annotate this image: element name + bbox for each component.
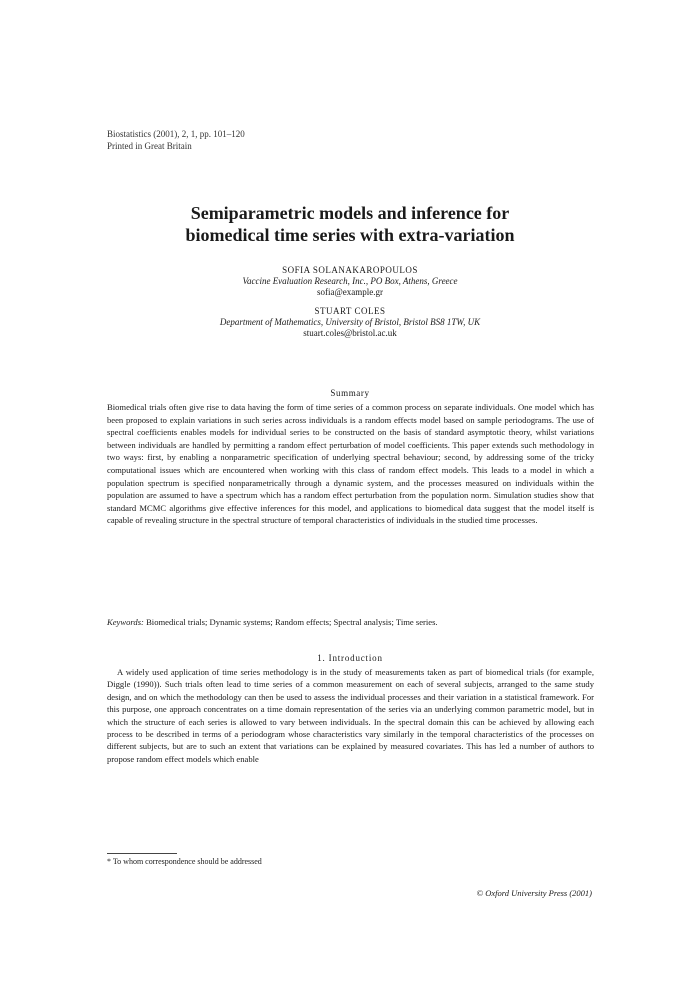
author-affiliation-2: Department of Mathematics, University of Bristol, Bristol BS8 1TW, UK [219,317,481,327]
footnote: * To whom correspondence should be addressed [107,857,262,866]
title-line-1: Semiparametric models and inference for [190,203,510,223]
author-affiliation-1: Vaccine Evaluation Research, Inc., PO Box, Athens, Greece [242,276,458,286]
title-line-2: biomedical time series with extra-variation [185,225,515,245]
journal-line: Biostatistics (2001), 2, 1, pp. 101–120 [107,129,245,139]
paper-title [0,202,700,246]
footnote-rule [107,853,177,854]
section-heading-introduction: 1. Introduction [317,653,383,663]
keywords-label: Keywords: [107,617,144,627]
author-name-1: SOFIA SOLANAKAROPOULOS [282,265,418,275]
keywords-text: Biomedical trials; Dynamic systems; Random effects; Spectral analysis; Time series. [146,617,438,627]
author-name-2: STUART COLES [314,306,386,316]
page-footer: © Oxford University Press (2001) [476,888,592,898]
keywords [107,616,594,628]
introduction-text: A widely used application of time series methodology is in the study of measurements taken as part of biomedical trials (for example, Diggle (1990)). Such trials often lead to time series of a common measurement on each of several subjects, arranged to the same study design, and on which the methodology can then be used to assess the individual processes and their variation in a statistical framework. For this purpose, one approach concentrates on a time domain representation of the series via an underlying common parametric model, but in which the structure of each series is allowed to vary between individuals. In the spectral domain this can be achieved by allowing each process to be described in terms of a periodogram whose characteristics vary similarly in the temporal characteristics of the processes on different subjects, but are to such an extent that variations can be explained by measured covariates. This has led a number of authors to propose random effect models which enable [107,667,594,764]
author-email-1: sofia@example.gr [316,287,383,297]
summary-heading: Summary [330,388,370,398]
author-block [0,265,700,339]
summary-text: Biomedical trials often give rise to data having the form of time series of a common process on separate individuals. One model which has been proposed to explain variations in such series across individuals is a random effects model based on sample periodograms. The use of spectral coefficients enables models for individual series to be constructed on the basis of standard asymptotic theory, whilst variations between individuals are handled by permitting a random effect perturbation of model coefficients. This paper extends such methodology in two ways: first, by enabling a nonparametric specification of underlying spectral behaviour; second, by addressing some of the tricky computational issues which are encountered when working with this class of random effect models. This leads to a model in which a population spectrum is specified nonparametrically through a dynamic system, and the processes measured on individuals within the population are assumed to have a spectrum which has a random effect perturbation from the population norm. Simulation studies show that standard MCMC algorithms give effective inferences for this model, and applications to biomedical data suggest that the model itself is capable of revealing structure in the spectral structure of temporal characteristics of individuals in the studied time processes. [107,402,594,526]
print-line: Printed in Great Britain [107,141,192,151]
journal-reference [107,128,245,152]
author-email-2: stuart.coles@bristol.ac.uk [303,328,397,338]
